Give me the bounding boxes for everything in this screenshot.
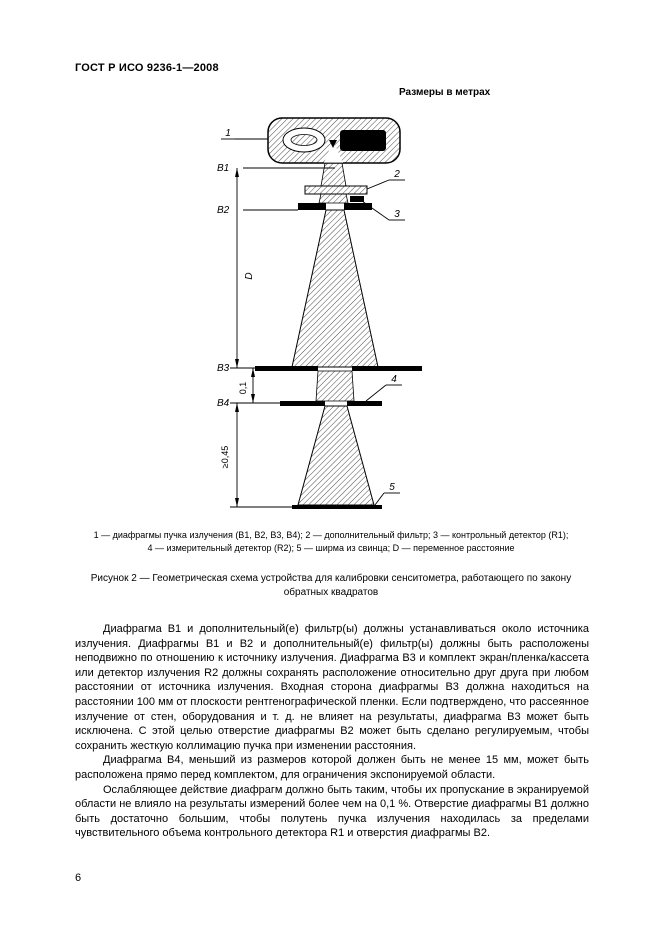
figure-title: Рисунок 2 — Геометрическая схема устройства для калибровки сенситометра, работающего по закону обратных квадратов [90,573,572,598]
beam-cone [292,210,378,367]
arrowhead [235,359,239,368]
diaphragm-b3-left [255,366,318,371]
beam-segment-upper [321,163,346,186]
callout-4: 4 [391,374,397,385]
label-dim-01: 0,1 [238,381,248,395]
units-note: Размеры в метрах [399,87,491,98]
label-b4: В4 [217,398,230,409]
beam-segment-filter-b2 [319,194,348,203]
body-text [75,622,589,841]
arrowhead [235,168,239,177]
label-distance-d: D [244,272,255,280]
measuring-detector-r2 [347,401,382,406]
arrowhead [251,368,255,377]
figure-2-diagram [170,100,470,530]
label-b2: В2 [217,205,230,216]
diaphragm-b2-left [298,203,326,210]
callout-5: 5 [389,482,395,493]
callout-3: 3 [394,209,400,220]
callout-2: 2 [394,169,400,180]
tube-insert-core [291,135,317,146]
leader-4b [366,385,386,401]
figure-caption-line2: 4 — измерительный детектор (R2); 5 — ширма из свинца; D — переменное расстояние [147,542,515,553]
beam-segment-b3-b4 [316,371,354,401]
arrowhead [235,498,239,507]
label-dim-045: ≥0,45 [220,445,230,469]
tube-anode-block [340,130,386,151]
paragraph-2: Диафрагма В4, меньший из размеров которой должен быть не менее 15 мм, может быть расположена прямо перед комплектом, для ограничения экспонируемой области. [75,754,589,781]
leader-5b [375,493,384,505]
doc-header: ГОСТ Р ИСО 9236-1—2008 [75,62,219,74]
paragraph-3: Ослабляющее действие диафрагм должно быть таким, чтобы их пропускание в экранируемой области не влияло на результаты измерений более чем на 0,1 %. Отверстие диафрагмы В1 должно быть достаточно большим, чтобы полутень пучка излучения находилась за пределами чувствительного объема контрольного детектора R1 и отверстия диафрагмы В2. [75,783,589,840]
additional-filter [305,186,367,194]
source-housing [268,118,400,163]
diaphragm-b4-left [280,401,325,406]
figure-caption [74,529,588,554]
figure-caption-line1: 1 — диафрагмы пучка излучения (В1, В2, В3, В4); 2 — дополнительный фильтр; 3 — контрольный детектор (R1); [93,530,569,540]
paragraph-1: Диафрагма В1 и дополнительный(е) фильтр(ы) должны устанавливаться около источника излучения. Диафрагмы В1 и В2 и дополнительный(е) фильтр(ы) должны быть расположены неподвижно по отношению к источнику излучения. Диафрагма В3 и комплект экран/пленка/кассета или детектор излучения R2 должны сохранять расположение относительно друг друга при любом расстоянии от источника излучения. Входная сторона диафрагмы В3 должна находиться на расстоянии 100 мм от плоскости рентгенографической пленки. Если подтверждено, что рассеянное излучение от стен, оборудования и т. д. не влияет на результаты, диафрагма В3 может быть исключена. С этой целью отверстие диафрагмы В2 может быть сделано регулируемым, чтобы сохранить жесткую коллимацию пучка при изменении расстояния. [75,623,589,752]
leader-3b [362,201,389,220]
control-detector-r1 [350,196,364,202]
page-number: 6 [75,872,82,884]
label-b3: В3 [217,363,230,374]
diaphragm-b2-right [344,203,372,210]
diaphragm-b3-right [352,366,422,371]
arrowhead [251,394,255,403]
leader-2b [367,180,389,189]
lead-screen [292,505,382,509]
label-b1: В1 [217,163,230,174]
arrowhead [235,403,239,412]
beam-segment-lower [298,406,374,505]
callout-1: 1 [225,128,231,139]
